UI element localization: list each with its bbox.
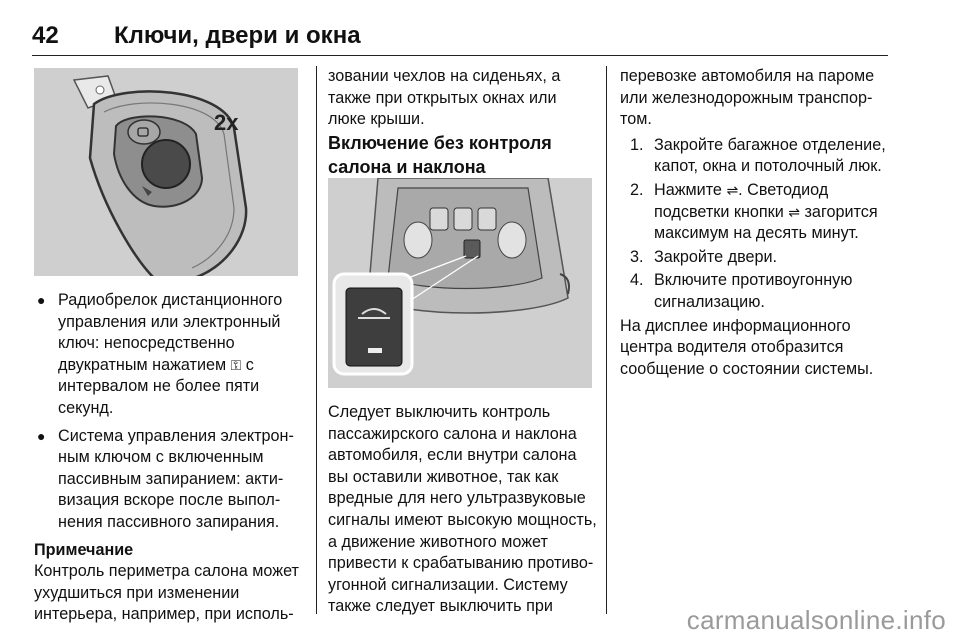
step-item [620, 135, 888, 178]
press-twice-badge: 2x [214, 110, 239, 135]
interior-monitoring-icon: ⇌ [726, 181, 739, 198]
step-text: Закройте двери. [654, 247, 778, 266]
bullet-list [34, 290, 306, 534]
step-number: 2. [630, 180, 644, 199]
step-text: . Светодиод подсветки кнопки [654, 180, 829, 221]
step-text: Закройте багажное отделение, капот, окна и потолочный люк. [654, 135, 886, 176]
step-text: Нажмите [654, 180, 727, 199]
note-heading: Примечание [34, 540, 134, 559]
bullet-text-tail: с интервалом не более пяти секунд. [58, 355, 260, 417]
step-text: загорится максимум на десять минут. [654, 202, 878, 243]
page-number: 42 [32, 22, 59, 49]
bullet-item [34, 426, 306, 534]
step-number: 3. [630, 247, 644, 266]
column-1 [34, 290, 306, 626]
step-item [620, 270, 888, 313]
step-text: Включите противоугонную сигнализацию. [654, 271, 853, 311]
column-3-outro: На дисплее информационного центра водителя отобразится сообщение о состоянии системы. [620, 316, 874, 378]
step-item [620, 247, 888, 269]
bullet-item [34, 290, 306, 420]
section-title: Включение без контроля салона и наклона [328, 132, 552, 177]
bullet-dot: ● [37, 427, 46, 444]
column-3-intro: перевозке автомобиля на пароме или железнодорожным транспортом. [620, 67, 875, 129]
column-2-body [328, 402, 598, 618]
note-text: Контроль периметра салона может ухудшиться при изменении интерьера, например, при исполь- [34, 562, 299, 624]
overhead-console-illustration [328, 178, 592, 388]
bullet-text: Система управления электронным ключом с включенным пассивным запиранием: активизация вскоре после выполнения пассивного запирания. [58, 426, 294, 531]
column-3 [620, 66, 888, 380]
header-rule [32, 55, 888, 56]
column-divider-2 [606, 66, 607, 614]
step-number: 4. [630, 271, 644, 290]
key-fob-illustration [34, 68, 298, 276]
page-title: Ключи, двери и окна [114, 22, 361, 49]
step-item [620, 180, 888, 245]
watermark: carmanualsonline.info [686, 605, 946, 635]
lock-icon: ⚿ [230, 356, 242, 373]
bullet-text: Радиобрелок дистанционного управления или электронный ключ: непосредственно двукратным нажатием [58, 291, 283, 374]
key-fob-figure [34, 68, 298, 276]
bullet-dot: ● [37, 292, 46, 308]
overhead-console-figure [328, 178, 592, 388]
column-2-body-text: Следует выключить контроль пассажирского салона и наклона автомобиля, если внутри салона вы оставили животное, так как вредные для него ультразвуковые сигналы имеют высокую мощность, а движение животного может привести к срабатыванию противоугонной сигнализации. Систему также следует выключить при [328, 403, 597, 616]
step-number: 1. [630, 135, 644, 154]
page-header [32, 22, 888, 52]
interior-monitoring-icon: ⇌ [788, 203, 801, 220]
steps-list [620, 135, 888, 314]
column-divider-1 [316, 66, 317, 614]
column-2-intro: зовании чехлов на сиденьях, а также при открытых окнах или люке крыши. [328, 67, 561, 129]
